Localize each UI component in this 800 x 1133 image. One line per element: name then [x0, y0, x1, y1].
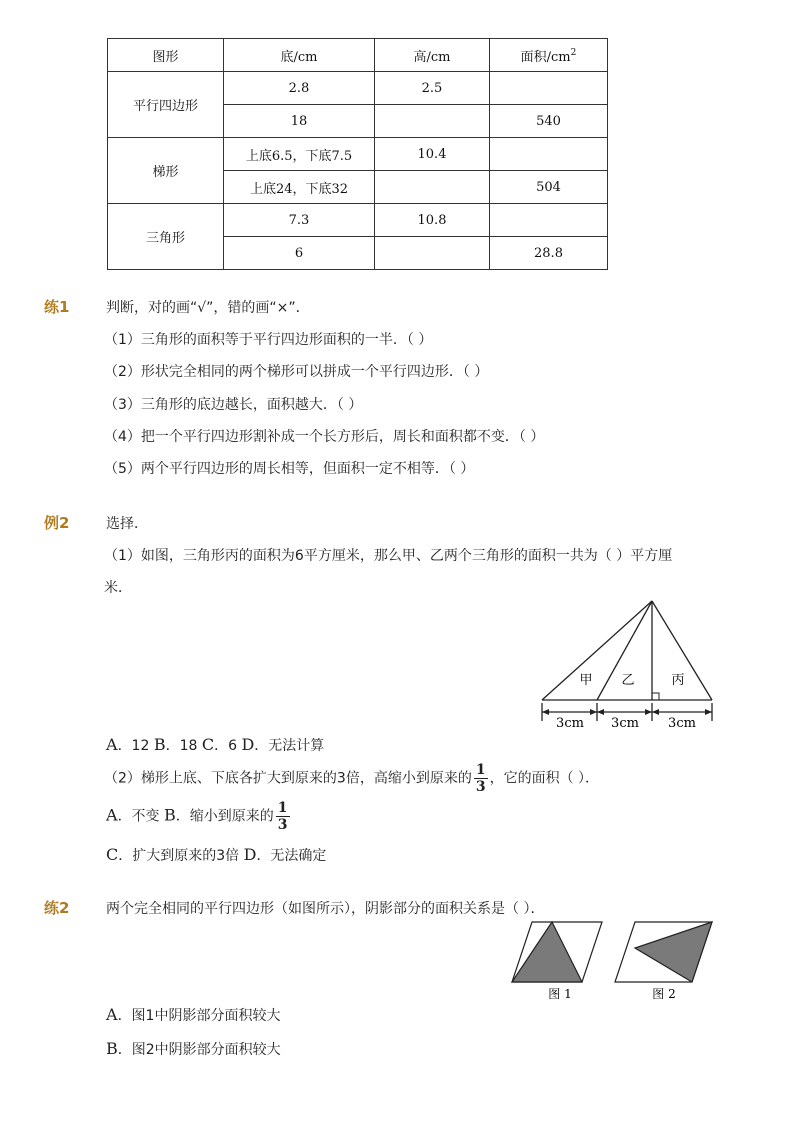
- fraction-one-third: $\frac{1}{3}$: [475, 762, 486, 795]
- table-cell: [375, 237, 490, 270]
- table-cell: 10.8: [375, 204, 490, 237]
- table-cell: 2.5: [375, 72, 490, 105]
- judge-item-3: （3）三角形的底边越长，面积越大．（ ）: [104, 397, 363, 413]
- table-cell: 28.8: [490, 237, 608, 270]
- table-cell: [490, 138, 608, 171]
- exercise-1-prompt: 判断，对的画“√”，错的画“×”．: [106, 300, 310, 316]
- figure-1-label: 图 1: [548, 987, 572, 1001]
- table-cell: 540: [490, 105, 608, 138]
- dim-label-1: 3cm: [556, 716, 584, 731]
- table-cell: [490, 72, 608, 105]
- header-shape: 图形: [108, 39, 224, 72]
- table-cell: 504: [490, 171, 608, 204]
- exercise-2-tag: 练2: [44, 899, 70, 917]
- header-height: 高/cm: [375, 39, 490, 72]
- header-base: 底/cm: [224, 39, 375, 72]
- table-cell: [375, 171, 490, 204]
- triangle-figure: [530, 595, 725, 735]
- table-cell: 6: [224, 237, 375, 270]
- dim-label-3: 3cm: [668, 716, 696, 731]
- question-2-options-1: A．不变 B．缩小到原来的 $\frac{1}{3}$: [106, 800, 288, 833]
- table-cell: 2.8: [224, 72, 375, 105]
- question-2-options-2: C．扩大到原来的3倍 D．无法确定: [106, 845, 327, 864]
- area-table: [107, 38, 608, 270]
- table-cell: [490, 204, 608, 237]
- label-yi: 乙: [621, 673, 635, 688]
- question-1-line-1: （1）如图，三角形丙的面积为6平方厘米，那么甲、乙两个三角形的面积一共为（ ）平方厘: [104, 548, 673, 564]
- fraction-one-third: $\frac{1}{3}$: [277, 800, 288, 833]
- table-cell: 上底6.5，下底7.5: [224, 138, 375, 171]
- question-2: （2）梯形上底、下底各扩大到原来的3倍，高缩小到原来的 $\frac{1}{3}$ ，它的面积（ ）．: [104, 762, 600, 795]
- figure-2-label: 图 2: [652, 987, 676, 1001]
- table-cell: 10.4: [375, 138, 490, 171]
- exercise-2-option-a: A．图1中阴影部分面积较大: [106, 1005, 281, 1024]
- parallelogram-figures: [508, 918, 718, 1004]
- label-bing: 丙: [671, 673, 685, 688]
- header-area: 面积$/cm^2$: [490, 39, 608, 72]
- exercise-1-tag: 练1: [44, 298, 70, 316]
- judge-item-2: （2）形状完全相同的两个梯形可以拼成一个平行四边形．（ ）: [104, 364, 489, 380]
- example-2-prompt: 选择．: [106, 516, 148, 532]
- example-2-tag: 例2: [44, 514, 70, 532]
- table-cell: 上底24，下底32: [224, 171, 375, 204]
- judge-item-1: （1）三角形的面积等于平行四边形面积的一半．（ ）: [104, 332, 433, 348]
- dim-label-2: 3cm: [611, 716, 639, 731]
- exercise-2-option-b: B．图2中阴影部分面积较大: [106, 1039, 281, 1058]
- table-cell: 18: [224, 105, 375, 138]
- judge-item-4: （4）把一个平行四边形割补成一个长方形后，周长和面积都不变．（ ）: [104, 429, 545, 445]
- question-1-options: A．12 B．18 C．6 D．无法计算: [106, 735, 325, 754]
- row-label-trapezoid: 梯形: [108, 138, 224, 204]
- label-jia: 甲: [579, 673, 593, 688]
- table-cell: 7.3: [224, 204, 375, 237]
- row-label-triangle: 三角形: [108, 204, 224, 270]
- exercise-2-prompt: 两个完全相同的平行四边形（如图所示），阴影部分的面积关系是（ ）．: [106, 901, 545, 917]
- judge-item-5: （5）两个平行四边形的周长相等，但面积一定不相等．（ ）: [104, 461, 475, 477]
- row-label-parallelogram: 平行四边形: [108, 72, 224, 138]
- table-cell: [375, 105, 490, 138]
- question-1-line-2: 米．: [104, 580, 132, 596]
